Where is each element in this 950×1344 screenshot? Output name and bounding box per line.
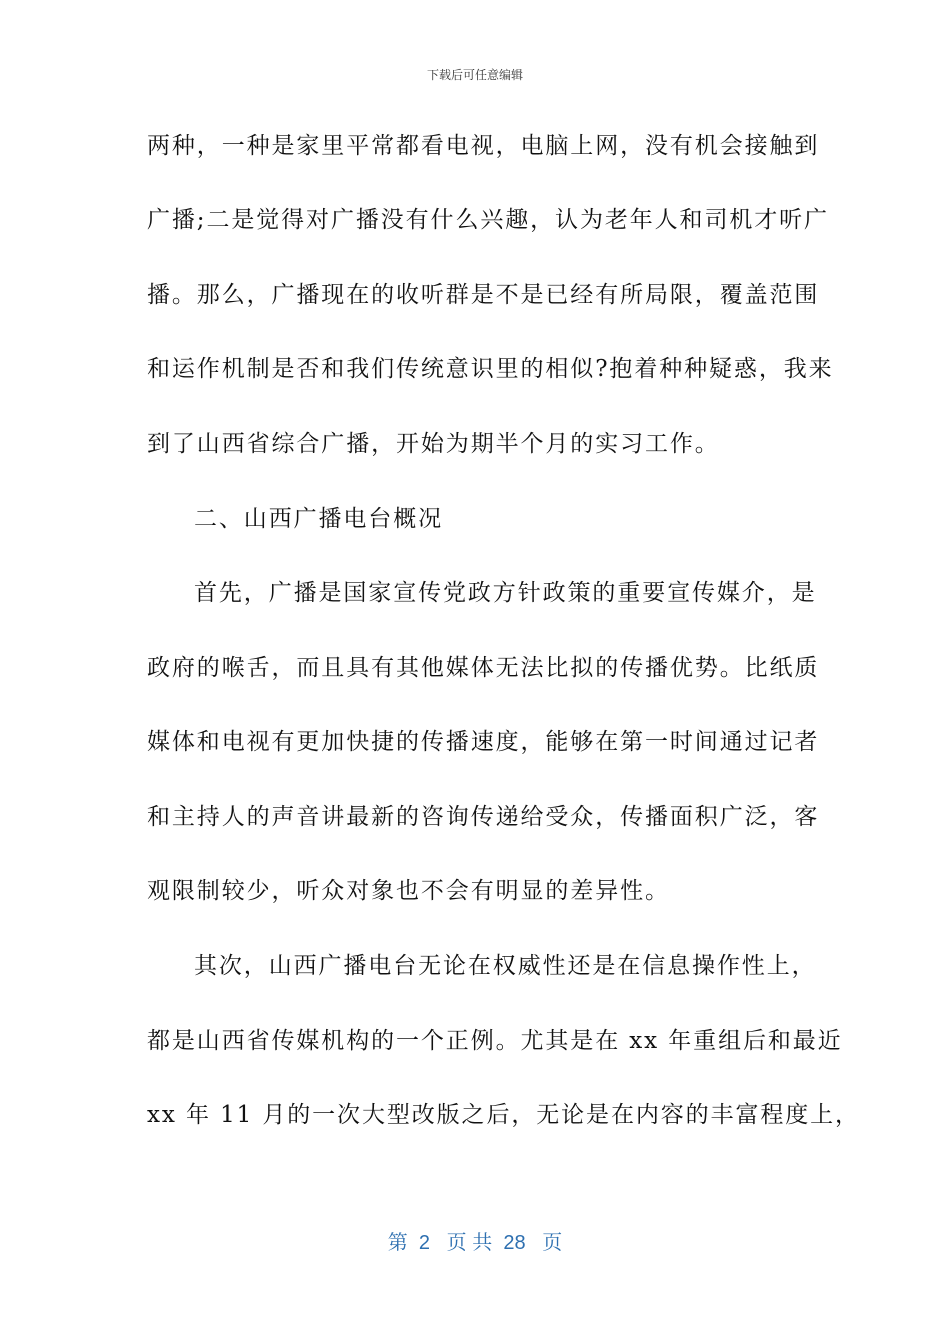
body-line: 和主持人的声音讲最新的咨询传递给受众，传播面积广泛，客: [147, 804, 820, 830]
body-line: 和运作机制是否和我们传统意识里的相似?抱着种种疑惑，我来: [147, 356, 834, 382]
body-line: 到了山西省综合广播，开始为期半个月的实习工作。: [147, 431, 720, 457]
section-heading: 二、山西广播电台概况: [194, 506, 443, 532]
body-line: 首先，广播是国家宣传党政方针政策的重要宣传媒介，是: [194, 580, 817, 606]
body-line: 观限制较少，听众对象也不会有明显的差异性。: [147, 878, 670, 904]
body-line: 播。那么，广播现在的收听群是不是已经有所局限，覆盖范围: [147, 282, 820, 308]
body-line: 媒体和电视有更加快捷的传播速度，能够在第一时间通过记者: [147, 729, 820, 755]
body-line: 广播;二是觉得对广播没有什么兴趣，认为老年人和司机才听广: [147, 207, 829, 233]
body-line: xx 年 11 月的一次大型改版之后，无论是在内容的丰富程度上，: [147, 1102, 860, 1128]
body-line: 都是山西省传媒机构的一个正例。尤其是在 xx 年重组后和最近: [147, 1028, 843, 1054]
body-line: 政府的喉舌，而且具有其他媒体无法比拟的传播优势。比纸质: [147, 655, 820, 681]
page-number: 第 2 页 共 28 页: [387, 1232, 563, 1254]
body-line: 两种，一种是家里平常都看电视，电脑上网，没有机会接触到: [147, 133, 820, 159]
body-line: 其次，山西广播电台无论在权威性还是在信息操作性上，: [194, 953, 817, 979]
header-note: 下载后可任意编辑: [426, 68, 523, 82]
